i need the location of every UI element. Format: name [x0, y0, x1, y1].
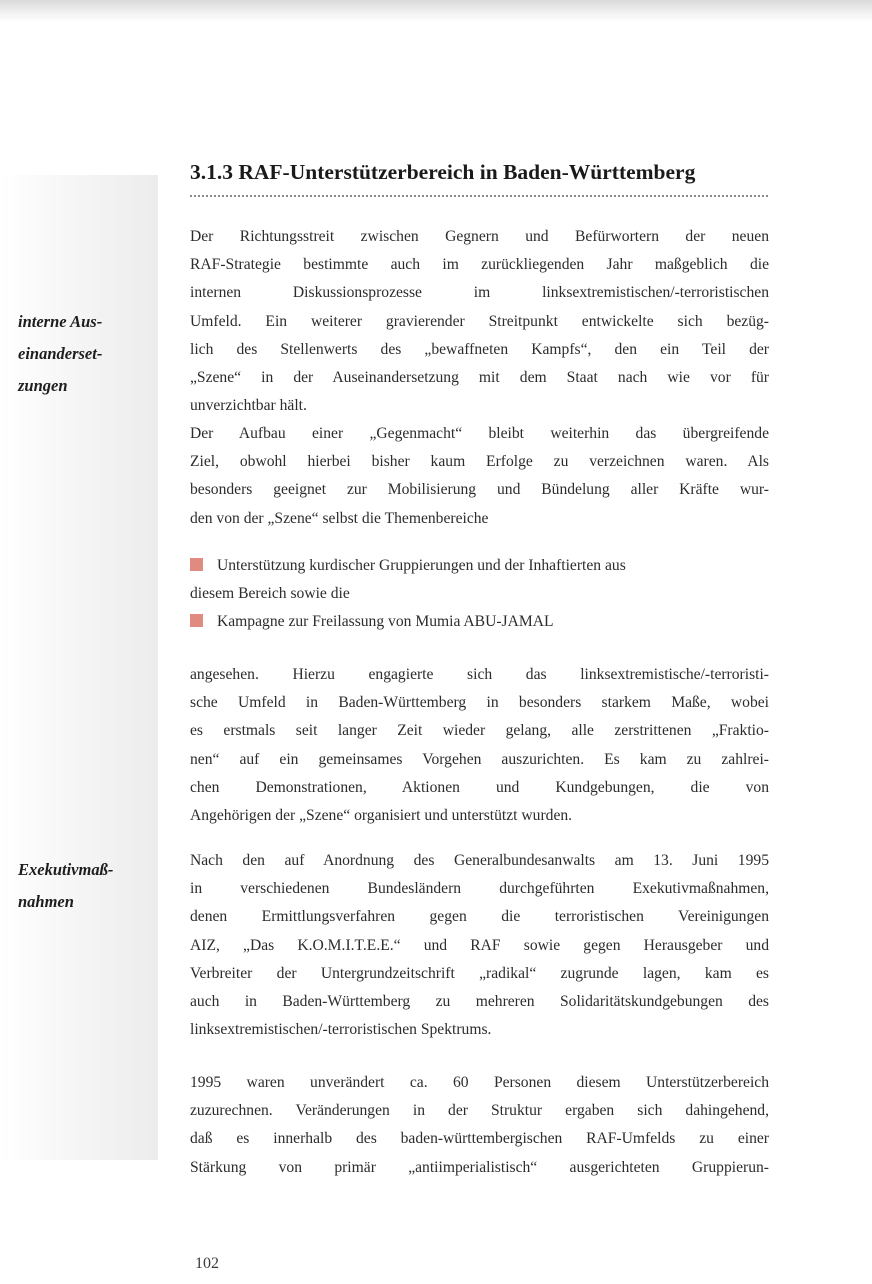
paragraph-5 — [190, 1069, 769, 1182]
margin-note-line: Exekutivmaß- — [18, 860, 114, 879]
margin-note-line: zungen — [18, 376, 68, 395]
text-line: Nach den auf Anordnung des Generalbundesanwalts am 13. Juni 1995 — [190, 852, 769, 869]
paragraph-2 — [190, 420, 769, 533]
text-line: 1995 waren unverändert ca. 60 Personen diesem Unterstützerbereich — [190, 1074, 769, 1091]
text-line: Ziel, obwohl hierbei bisher kaum Erfolge zu verzeichnen waren. Als — [190, 453, 769, 471]
text-line: unverzichtbar hält. — [190, 397, 307, 415]
section-heading: 3.1.3 RAF-Unterstützerbereich in Baden-Württemberg — [190, 160, 696, 184]
heading-underline — [190, 195, 768, 197]
text-line: es erstmals seit langer Zeit wieder gelang, alle zerstrittenen „Fraktio- — [190, 722, 769, 740]
paragraph-3 — [190, 661, 769, 830]
text-line: denen Ermittlungsverfahren gegen die terroristischen Vereinigungen — [190, 908, 769, 926]
list-item — [190, 552, 769, 608]
text-line: AIZ, „Das K.O.M.I.T.E.E.“ und RAF sowie gegen Herausgeber und — [190, 936, 769, 954]
margin-note-line: interne Aus- — [18, 312, 103, 331]
text-line: Stärkung von primär „antiimperialistisch“ ausgerichteten Gruppierun- — [190, 1158, 769, 1176]
text-line: zuzurechnen. Veränderungen in der Struktur ergaben sich dahingehend, — [190, 1102, 769, 1120]
list-item — [190, 608, 769, 636]
text-line: den von der „Szene“ selbst die Themenbereiche — [190, 509, 489, 527]
margin-note-line: nahmen — [18, 892, 74, 911]
paragraph-4 — [190, 847, 769, 1044]
text-line: nen“ auf ein gemeinsames Vorgehen auszurichten. Es kam zu zahlrei- — [190, 750, 769, 768]
bullet-text: Unterstützung kurdischer Gruppierungen und der Inhaftierten aus — [217, 557, 626, 574]
page-number: 102 — [195, 1255, 219, 1272]
square-bullet-icon — [190, 614, 203, 627]
square-bullet-icon — [190, 558, 203, 571]
text-line: in verschiedenen Bundesländern durchgeführten Exekutivmaßnahmen, — [190, 880, 769, 898]
margin-note-line: einanderset- — [18, 344, 103, 363]
text-line: linksextremistischen/-terroristischen Spektrums. — [190, 1021, 492, 1039]
page-top-shadow — [0, 0, 872, 22]
text-line: „Szene“ in der Auseinandersetzung mit dem Staat nach wie vor für — [190, 369, 769, 387]
margin-note-executive-measures — [18, 854, 158, 918]
text-line: Der Aufbau einer „Gegenmacht“ bleibt weiterhin das übergreifende — [190, 425, 769, 442]
paragraph-1 — [190, 223, 769, 420]
text-line: auch in Baden-Württemberg zu mehreren Solidaritätskundgebungen des — [190, 993, 769, 1011]
text-line: RAF-Strategie bestimmte auch im zurückliegenden Jahr maßgeblich die — [190, 256, 769, 274]
text-line: angesehen. Hierzu engagierte sich das linksextremistische/-terroristi- — [190, 666, 769, 683]
text-line: lich des Stellenwerts des „bewaffneten Kampfs“, den ein Teil der — [190, 340, 769, 358]
text-line: Angehörigen der „Szene“ organisiert und unterstützt wurden. — [190, 807, 573, 825]
text-line: Verbreiter der Untergrundzeitschrift „radikal“ zugrunde lagen, kam es — [190, 964, 769, 982]
bullet-list — [190, 552, 769, 637]
text-line: Der Richtungsstreit zwischen Gegnern und Befürwortern der neuen — [190, 228, 769, 245]
text-line: sche Umfeld in Baden-Württemberg in besonders starkem Maße, wobei — [190, 694, 769, 712]
text-line: internen Diskussionsprozesse im linksextremistischen/-terroristischen — [190, 284, 769, 302]
text-line: daß es innerhalb des baden-württembergischen RAF-Umfelds zu einer — [190, 1130, 769, 1148]
text-line: chen Demonstrationen, Aktionen und Kundgebungen, die von — [190, 778, 769, 796]
bullet-text: Kampagne zur Freilassung von Mumia ABU-JAMAL — [217, 613, 554, 631]
margin-note-internal-disputes — [18, 306, 158, 402]
text-line: besonders geeignet zur Mobilisierung und Bündelung aller Kräfte wur- — [190, 481, 769, 499]
bullet-text: diesem Bereich sowie die — [190, 585, 350, 603]
text-line: Umfeld. Ein weiterer gravierender Streitpunkt entwickelte sich bezüg- — [190, 312, 769, 330]
